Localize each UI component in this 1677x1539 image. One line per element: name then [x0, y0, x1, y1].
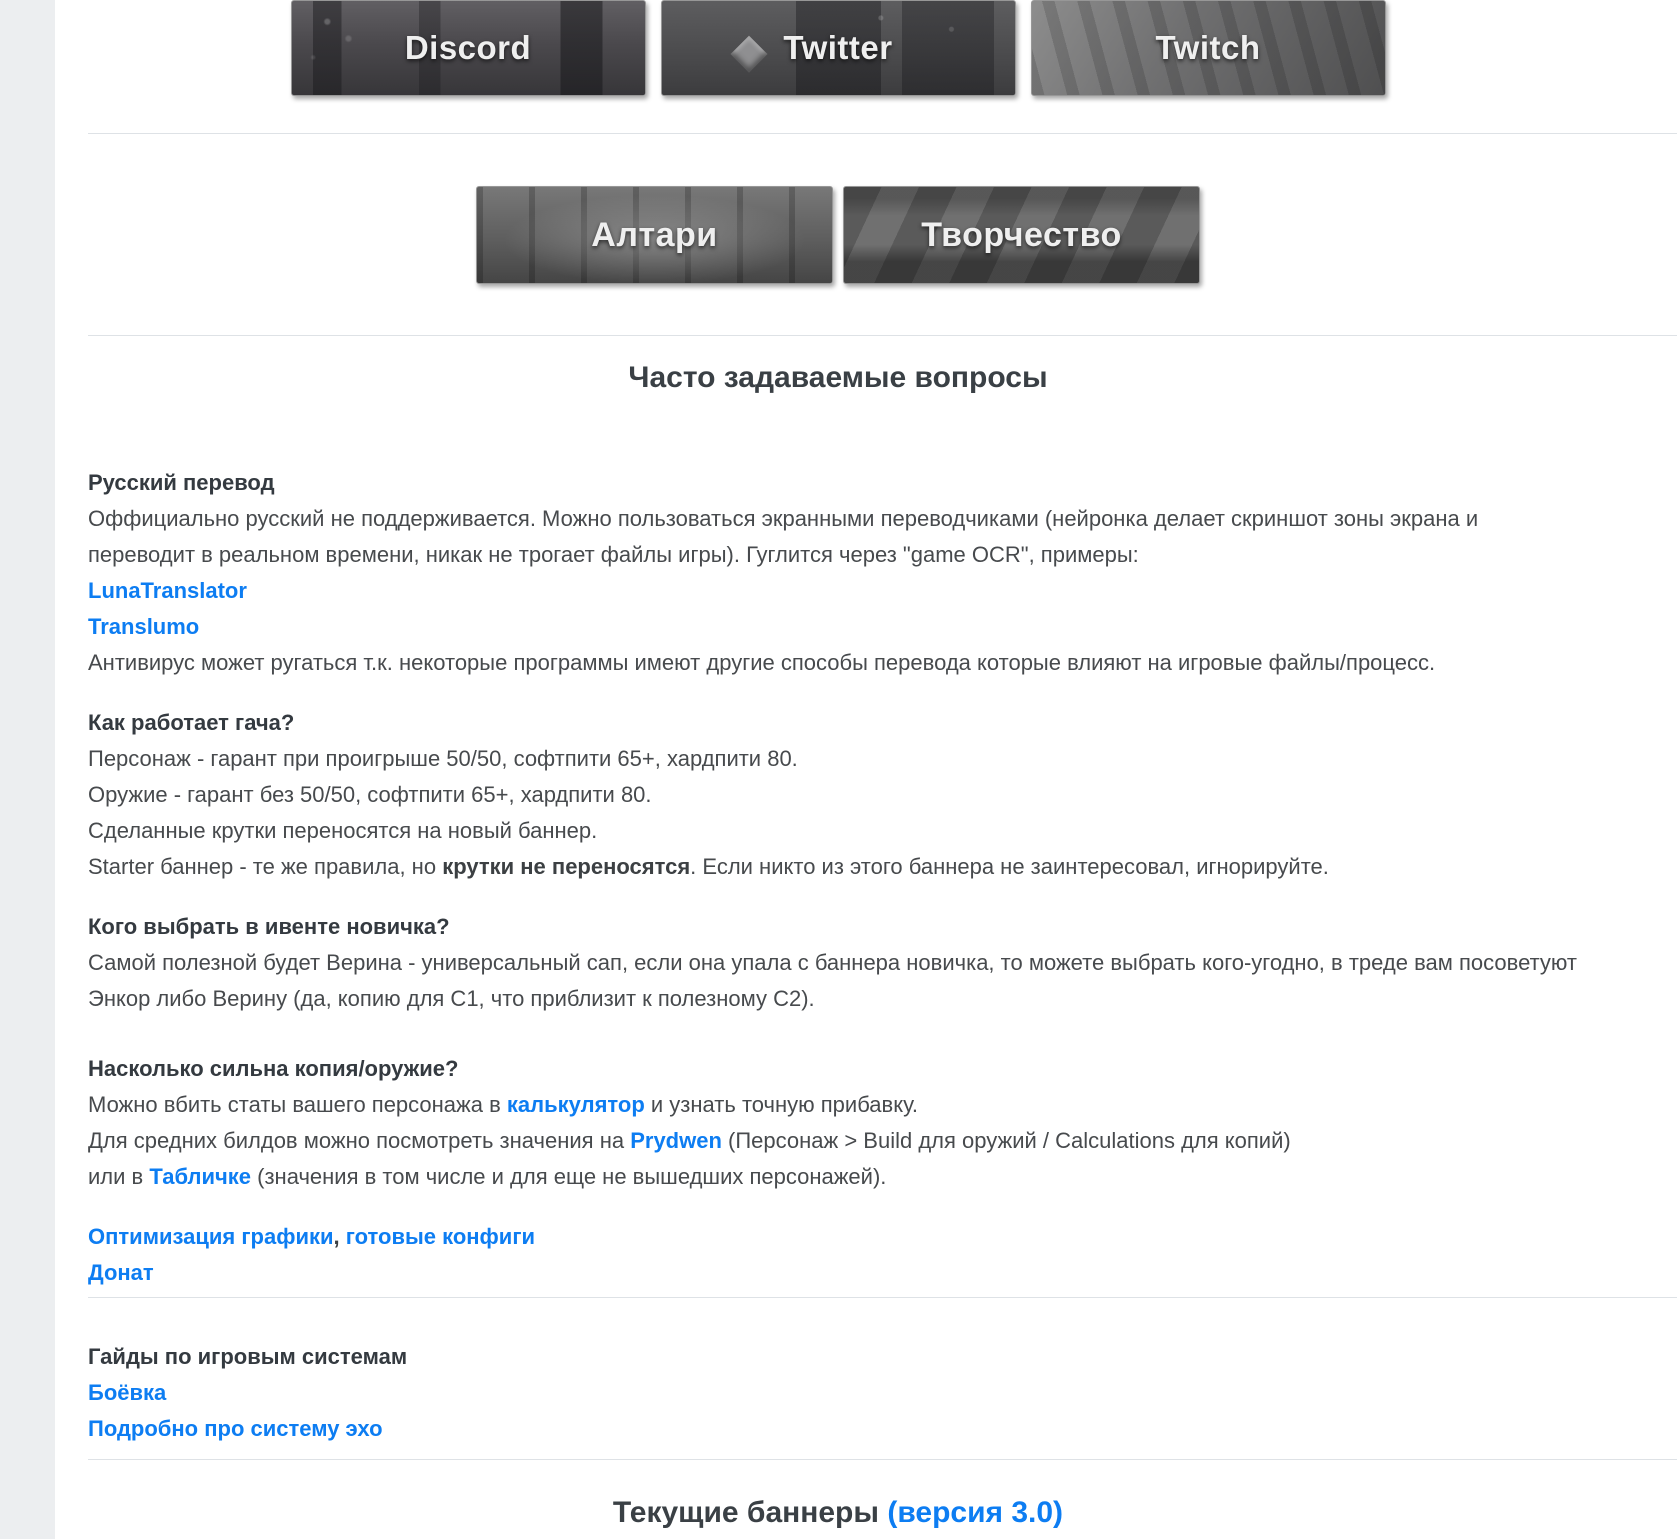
- twitch-banner[interactable]: [1031, 0, 1386, 96]
- nav-banner-row: [55, 186, 1621, 284]
- section-divider: [88, 1459, 1677, 1460]
- faq-answer-line: Сделанные крутки переносятся на новый баннер.: [88, 818, 598, 843]
- section-divider: [88, 335, 1677, 336]
- twitch-banner-label: Twitch: [1155, 29, 1261, 66]
- faq-section-gacha: [88, 705, 1677, 885]
- faq-answer-line: Энкор либо Верину (да, копию для C1, что приблизит к полезному C2).: [88, 986, 815, 1011]
- faq-section-misc-links: [88, 1219, 1677, 1291]
- text-run: и узнать точную прибавку.: [644, 1092, 918, 1117]
- faq-question: Как работает гача?: [88, 710, 295, 735]
- faq-question: Русский перевод: [88, 470, 275, 495]
- faq-answer-line: Антивирус может ругаться т.к. некоторые программы имеют другие способы перевода которые влияют на игровые файлы/процесс.: [88, 650, 1436, 675]
- faq-section-translation: [88, 465, 1677, 681]
- faq-answer-line: [88, 609, 1677, 645]
- section-divider: [88, 1297, 1677, 1298]
- creativity-banner[interactable]: [843, 186, 1200, 284]
- twitter-banner-label: Twitter: [783, 29, 893, 66]
- faq-answer-line: [88, 1219, 1677, 1255]
- page-content: [55, 0, 1677, 1535]
- faq-answer-line: Оффициально русский не поддерживается. Можно пользоваться экранными переводчиками (нейронка делает скриншот зоны экрана и: [88, 506, 1479, 531]
- discord-banner[interactable]: [291, 0, 646, 96]
- donate-link[interactable]: Донат: [88, 1260, 154, 1285]
- faq-answer-line: Самой полезной будет Верина - универсальный сап, если она упала с баннера новичка, то можете выбрать кого-угодно, в треде вам посоветуют: [88, 950, 1577, 975]
- calculator-link[interactable]: калькулятор: [506, 1092, 645, 1117]
- faq-answer-line: [88, 1159, 1677, 1195]
- twitter-banner[interactable]: [661, 0, 1016, 96]
- faq-answer-line: [88, 849, 1677, 885]
- faq-answer-line: [88, 1375, 1677, 1411]
- faq-title: Часто задаваемые вопросы: [628, 361, 1048, 394]
- translumo-link[interactable]: Translumo: [88, 614, 200, 639]
- faq-answer-line: Оружие - гарант без 50/50, софтпити 65+, хардпити 80.: [88, 782, 652, 807]
- altars-banner[interactable]: [476, 186, 833, 284]
- altars-banner-label: Алтари: [591, 215, 718, 254]
- text-run: (значения в том числе и для еще не вышедших персонажей).: [251, 1164, 887, 1189]
- current-banners-title: [55, 1491, 1621, 1535]
- text-run: Starter баннер - те же правила, но: [88, 854, 443, 879]
- faq-question: Кого выбрать в ивенте новичка?: [88, 914, 450, 939]
- combat-guide-link[interactable]: Боёвка: [88, 1380, 167, 1405]
- faq-answer-line: переводит в реальном времени, никак не трогает файлы игры). Гуглится через "game OCR", примеры:: [88, 542, 1139, 567]
- faq-section-newbie: [88, 909, 1677, 1017]
- creativity-banner-label: Творчество: [921, 215, 1122, 254]
- graphics-optimization-link[interactable]: Оптимизация графики: [88, 1224, 334, 1249]
- faq-answer-line: Персонаж - гарант при проигрыше 50/50, софтпити 65+, хардпити 80.: [88, 746, 798, 771]
- faq-body: [55, 465, 1677, 1447]
- crystal-icon: [730, 36, 767, 73]
- faq-section-guides: [88, 1339, 1677, 1447]
- faq-question: Насколько сильна копия/оружие?: [88, 1056, 459, 1081]
- text-run: . Если никто из этого баннера не заинтересовал, игнорируйте.: [690, 854, 1329, 879]
- faq-answer-line: [88, 573, 1677, 609]
- faq-answer-line: [88, 1123, 1677, 1159]
- echo-system-guide-link[interactable]: Подробно про систему эхо: [88, 1416, 383, 1441]
- configs-link[interactable]: готовые конфиги: [345, 1224, 536, 1249]
- faq-question: Гайды по игровым системам: [88, 1344, 408, 1369]
- text-run: Можно вбить статы вашего персонажа в: [88, 1092, 507, 1117]
- page-left-gutter: [0, 0, 55, 1539]
- emphasis-run: крутки не переносятся: [442, 854, 691, 879]
- text-run: Для средних билдов можно посмотреть значения на: [88, 1128, 631, 1153]
- current-banners-title-text: Текущие баннеры: [612, 1496, 888, 1529]
- text-run: или в: [88, 1164, 150, 1189]
- faq-answer-line: [88, 1411, 1677, 1447]
- faq-answer-line: [88, 1255, 1677, 1291]
- text-run: (Персонаж > Build для оружий / Calculations для копий): [721, 1128, 1291, 1153]
- faq-section-strength: [88, 1051, 1677, 1195]
- luna-translator-link[interactable]: LunaTranslator: [88, 578, 247, 603]
- version-link[interactable]: (версия 3.0): [887, 1496, 1064, 1529]
- spreadsheet-link[interactable]: Табличке: [149, 1164, 252, 1189]
- discord-banner-label: Discord: [404, 29, 532, 66]
- prydwen-link[interactable]: Prydwen: [630, 1128, 722, 1153]
- text-run: ,: [333, 1224, 346, 1249]
- section-divider: [88, 133, 1677, 134]
- faq-answer-line: [88, 1087, 1677, 1123]
- social-banner-row: [55, 0, 1621, 96]
